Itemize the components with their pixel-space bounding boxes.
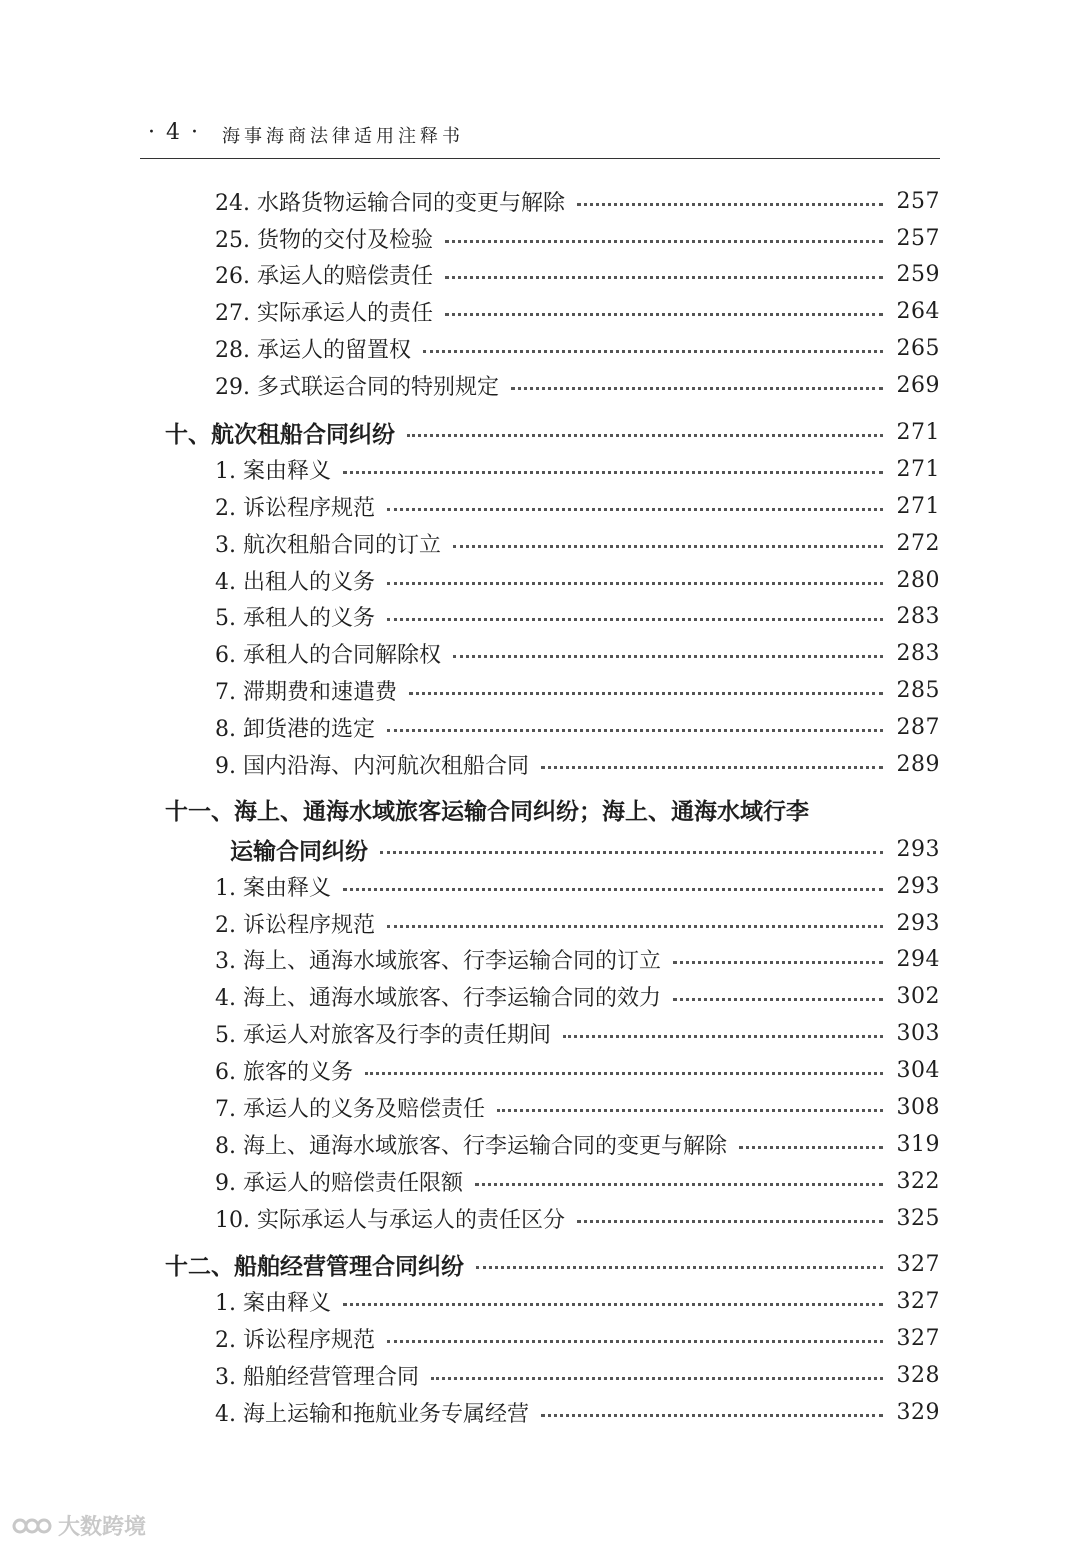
toc-entry xyxy=(215,748,940,780)
section-title: 十二、船舶经营管理合同纠纷 xyxy=(165,1252,464,1280)
toc-entry-title: 7. 承运人的义务及赔偿责任 xyxy=(215,1096,485,1122)
toc-entry-title: 3. 船舶经营管理合同 xyxy=(215,1364,419,1390)
toc-entry xyxy=(215,185,940,217)
section-page: 327 xyxy=(896,1251,940,1277)
page-number: · 4 · xyxy=(148,120,200,145)
toc-entry xyxy=(215,600,940,632)
toc-entry-page: 293 xyxy=(896,873,940,899)
dot-leader xyxy=(387,925,883,928)
toc-entry xyxy=(215,907,940,939)
dot-leader xyxy=(453,655,883,658)
dot-leader xyxy=(445,313,883,316)
toc-entry xyxy=(215,870,940,902)
toc-entry-page: 289 xyxy=(896,751,940,777)
toc-entry-page: 294 xyxy=(896,946,940,972)
dot-leader xyxy=(453,545,883,548)
toc-entry-page: 328 xyxy=(896,1362,940,1388)
dot-leader xyxy=(445,276,883,279)
section-title: 十、航次租船合同纠纷 xyxy=(165,420,395,448)
toc-entry xyxy=(215,527,940,559)
dot-leader xyxy=(577,203,883,206)
toc-entry-page: 259 xyxy=(896,261,940,287)
toc-entry-page: 265 xyxy=(896,335,940,361)
toc-entry xyxy=(215,980,940,1012)
toc-entry-page: 293 xyxy=(896,910,940,936)
toc-entry xyxy=(215,1017,940,1049)
dot-leader xyxy=(476,1266,883,1269)
dot-leader xyxy=(380,851,883,854)
dot-leader xyxy=(423,350,883,353)
toc-entry xyxy=(215,1054,940,1086)
toc-entry-page: 283 xyxy=(896,603,940,629)
toc-entry-page: 269 xyxy=(896,372,940,398)
toc-entry xyxy=(215,564,940,596)
toc-entry-page: 329 xyxy=(896,1399,940,1425)
toc-entry xyxy=(215,453,940,485)
toc-entry-page: 264 xyxy=(896,298,940,324)
toc-entry xyxy=(215,222,940,254)
toc-entry-page: 257 xyxy=(896,188,940,214)
dot-leader xyxy=(387,508,883,511)
dot-leader xyxy=(511,387,883,390)
dot-leader xyxy=(365,1072,883,1075)
toc-entry-title: 1. 案由释义 xyxy=(215,1290,331,1316)
toc-entry-title: 6. 旅客的义务 xyxy=(215,1059,353,1085)
toc-entry-page: 308 xyxy=(896,1094,940,1120)
toc-entry-title: 28. 承运人的留置权 xyxy=(215,337,411,363)
toc-entry-page: 304 xyxy=(896,1057,940,1083)
running-header xyxy=(140,118,940,159)
toc-entry-title: 4. 海上运输和拖航业务专属经营 xyxy=(215,1401,529,1427)
toc-entry-page: 319 xyxy=(896,1131,940,1157)
toc-entry xyxy=(215,332,940,364)
dot-leader xyxy=(343,471,883,474)
toc-entry-page: 271 xyxy=(896,456,940,482)
toc-entry xyxy=(215,637,940,669)
toc-entry xyxy=(215,490,940,522)
toc-entry-page: 271 xyxy=(896,493,940,519)
dot-leader xyxy=(409,692,883,695)
toc-entry-title: 2. 诉讼程序规范 xyxy=(215,1327,375,1353)
watermark-logo-icon xyxy=(12,1514,52,1538)
toc-entry-title: 8. 海上、通海水域旅客、行李运输合同的变更与解除 xyxy=(215,1133,727,1159)
toc-entry-page: 280 xyxy=(896,567,940,593)
toc-entry-title: 9. 国内沿海、内河航次租船合同 xyxy=(215,753,529,779)
toc-entry-title: 7. 滞期费和速遣费 xyxy=(215,679,397,705)
toc-entry xyxy=(215,1322,940,1354)
section-page: 271 xyxy=(896,419,940,445)
toc-entry-title: 8. 卸货港的选定 xyxy=(215,716,375,742)
toc-entry-title: 6. 承租人的合同解除权 xyxy=(215,642,441,668)
toc-entry-page: 287 xyxy=(896,714,940,740)
toc-entry-title: 25. 货物的交付及检验 xyxy=(215,227,433,253)
section-page: 293 xyxy=(896,836,940,862)
toc-entry-title: 3. 航次租船合同的订立 xyxy=(215,532,441,558)
dot-leader xyxy=(343,888,883,891)
toc-entry-title: 5. 承租人的义务 xyxy=(215,605,375,631)
toc-entry-page: 325 xyxy=(896,1205,940,1231)
toc-entry xyxy=(215,1128,940,1160)
toc-entry-title: 4. 出租人的义务 xyxy=(215,569,375,595)
toc-entry-title: 3. 海上、通海水域旅客、行李运输合同的订立 xyxy=(215,948,661,974)
toc-entry xyxy=(215,1165,940,1197)
toc-entry-page: 322 xyxy=(896,1168,940,1194)
section-title: 运输合同纠纷 xyxy=(230,837,368,865)
dot-leader xyxy=(431,1377,883,1380)
toc-entry-page: 285 xyxy=(896,677,940,703)
toc-entry xyxy=(215,943,940,975)
dot-leader xyxy=(541,1414,883,1417)
toc-entry xyxy=(215,1285,940,1317)
toc-entry-title: 2. 诉讼程序规范 xyxy=(215,495,375,521)
dot-leader xyxy=(563,1035,883,1038)
toc-entry-title: 26. 承运人的赔偿责任 xyxy=(215,263,433,289)
toc-entry-title: 1. 案由释义 xyxy=(215,458,331,484)
toc-entry xyxy=(215,295,940,327)
toc-entry-page: 302 xyxy=(896,983,940,1009)
dot-leader xyxy=(739,1146,883,1149)
section-title: 十一、海上、通海水域旅客运输合同纠纷；海上、通海水域行李 xyxy=(165,797,809,825)
toc-entry xyxy=(215,1396,940,1428)
toc-entry-page: 283 xyxy=(896,640,940,666)
toc-entry-title: 24. 水路货物运输合同的变更与解除 xyxy=(215,190,565,216)
toc-entry-page: 327 xyxy=(896,1325,940,1351)
toc-entry-title: 1. 案由释义 xyxy=(215,875,331,901)
toc-section-heading xyxy=(165,793,940,825)
dot-leader xyxy=(673,961,883,964)
watermark-text: 大数跨境 xyxy=(58,1515,147,1540)
book-title: 海事海商法律适用注释书 xyxy=(222,126,464,147)
toc-entry xyxy=(215,1091,940,1123)
toc-entry-page: 327 xyxy=(896,1288,940,1314)
dot-leader xyxy=(387,582,883,585)
dot-leader xyxy=(387,618,883,621)
toc-entry xyxy=(215,711,940,743)
dot-leader xyxy=(445,240,883,243)
toc-entry xyxy=(215,369,940,401)
toc-entry-title: 2. 诉讼程序规范 xyxy=(215,912,375,938)
dot-leader xyxy=(577,1220,883,1223)
dot-leader xyxy=(387,1340,883,1343)
toc-entry-page: 257 xyxy=(896,225,940,251)
toc-entry-title: 27. 实际承运人的责任 xyxy=(215,300,433,326)
watermark xyxy=(12,1510,146,1541)
toc-section-heading xyxy=(165,1248,940,1280)
toc-entry xyxy=(215,1359,940,1391)
toc-entry-title: 5. 承运人对旅客及行李的责任期间 xyxy=(215,1022,551,1048)
toc-entry xyxy=(215,258,940,290)
dot-leader xyxy=(475,1183,883,1186)
dot-leader xyxy=(497,1109,883,1112)
dot-leader xyxy=(541,766,883,769)
toc-entry xyxy=(215,1202,940,1234)
toc-entry xyxy=(215,674,940,706)
toc-entry-page: 303 xyxy=(896,1020,940,1046)
toc-entry-title: 9. 承运人的赔偿责任限额 xyxy=(215,1170,463,1196)
toc-entry-title: 4. 海上、通海水域旅客、行李运输合同的效力 xyxy=(215,985,661,1011)
toc-entry-title: 29. 多式联运合同的特别规定 xyxy=(215,374,499,400)
dot-leader xyxy=(407,434,883,437)
toc-entry-page: 272 xyxy=(896,530,940,556)
toc-entry-title: 10. 实际承运人与承运人的责任区分 xyxy=(215,1207,565,1233)
dot-leader xyxy=(387,729,883,732)
dot-leader xyxy=(343,1303,883,1306)
toc-section-heading xyxy=(165,416,940,448)
dot-leader xyxy=(673,998,883,1001)
toc-section-heading-continued xyxy=(230,833,940,865)
